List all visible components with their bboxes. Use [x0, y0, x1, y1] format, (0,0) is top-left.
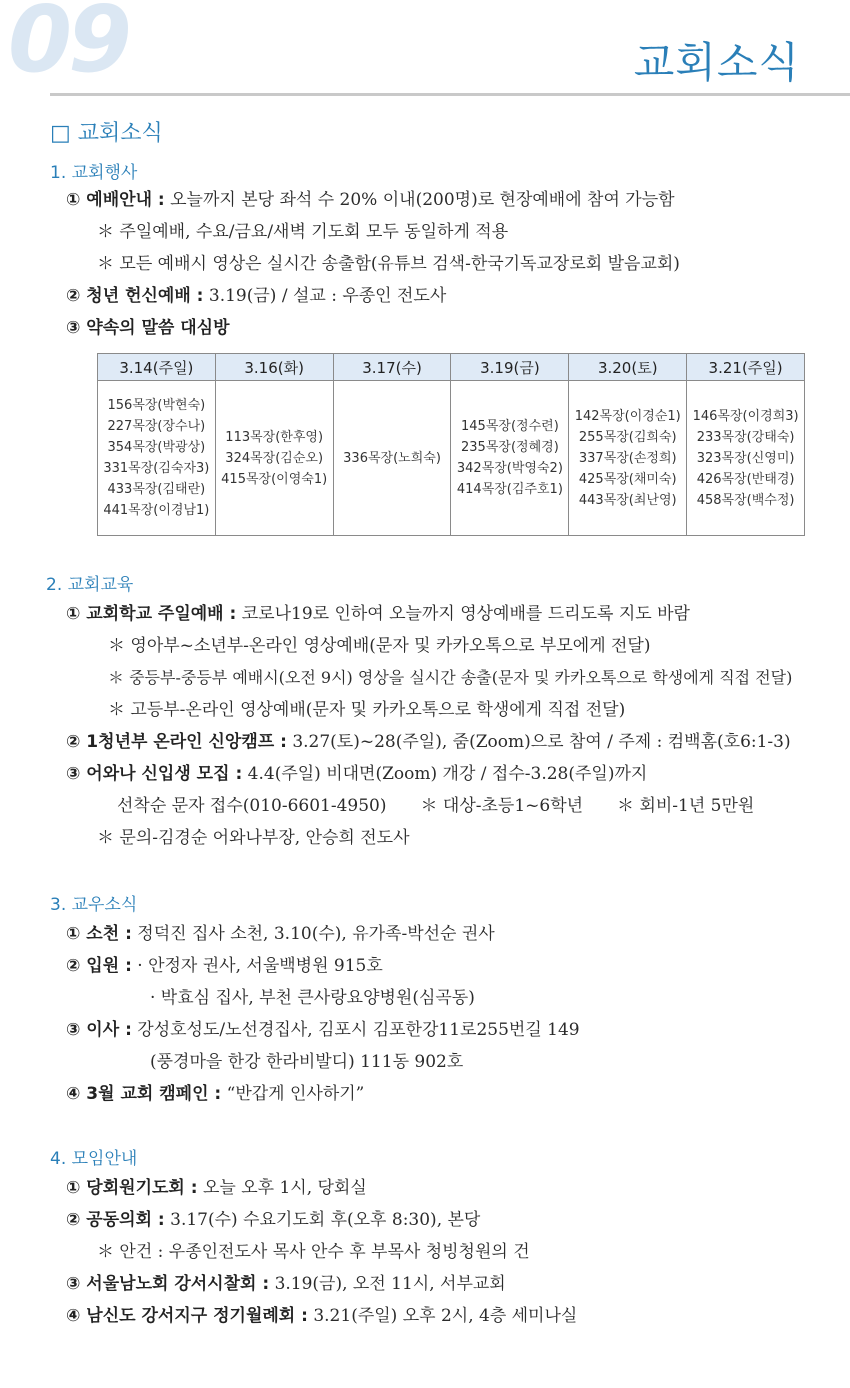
list-item: 342목장(박영숙2) — [456, 461, 563, 476]
men-monthly-meeting — [66, 1304, 577, 1328]
campaign-text: “반갑게 인사하기” — [221, 1084, 365, 1104]
list-item: 142목장(이경순1) — [574, 408, 681, 424]
education-note-1: ＊ 영아부~소년부-온라인 영상예배(문자 및 카카오톡으로 부모에게 전달) — [108, 636, 651, 656]
table-header: 3.14(주일) — [98, 354, 216, 381]
table-cell — [569, 381, 687, 536]
youth-worship — [66, 284, 446, 308]
session-prayer-label: ① 당회원기도회 : — [66, 1178, 198, 1198]
presbytery-meeting — [66, 1272, 506, 1296]
moving-news — [66, 1018, 580, 1042]
table-header: 3.20(토) — [569, 354, 687, 381]
list-item: 415목장(이영숙1) — [221, 471, 328, 487]
table-cell — [451, 381, 569, 536]
table-header: 3.16(화) — [215, 354, 333, 381]
table-row — [98, 381, 805, 536]
funeral-text: 정덕진 집사 소천, 3.10(수), 유가족-박선순 권사 — [131, 924, 495, 944]
hospital-news — [66, 954, 383, 978]
congregation-meeting — [66, 1208, 480, 1232]
page-number: 09 — [8, 0, 129, 93]
section-title: □ 교회소식 — [50, 121, 163, 146]
list-item: 233목장(강태숙) — [696, 429, 795, 445]
session-prayer — [66, 1176, 367, 1200]
list-item: 227목장(장수나) — [107, 419, 206, 434]
worship-info-label: ① 예배안내 : — [66, 190, 165, 210]
youth-worship-label: ② 청년 헌신예배 : — [66, 286, 204, 306]
campaign — [66, 1082, 364, 1106]
hospital-text: · 안정자 권사, 서울백병원 915호 — [131, 956, 383, 976]
sunday-school-label: ① 교회학교 주일예배 : — [66, 604, 237, 624]
page-title: 교회소식 — [633, 38, 800, 87]
education-note-2: ＊ 중등부-중등부 예배시(오전 9시) 영상을 실시간 송출(문자 및 카카오톡으로 학생에게 직접 전달) — [108, 668, 793, 687]
table-header: 3.21(주일) — [687, 354, 805, 381]
agenda-note: ＊ 안건 : 우종인전도사 목사 안수 후 부목사 청빙청원의 건 — [97, 1242, 530, 1262]
visitation — [66, 316, 230, 340]
congregation-meeting-label: ② 공동의회 : — [66, 1210, 165, 1230]
presbytery-meeting-text: 3.19(금), 오전 11시, 서부교회 — [269, 1274, 506, 1294]
list-item: 235목장(정혜경) — [461, 440, 559, 455]
list-item: 145목장(정수련) — [461, 419, 559, 434]
list-item: 156목장(박현숙) — [107, 398, 206, 413]
moving-line-2: (풍경마을 한강 한라비발디) 111동 902호 — [150, 1052, 464, 1072]
list-item: 433목장(김태란) — [107, 482, 206, 497]
table-header: 3.17(수) — [333, 354, 451, 381]
list-item: 426목장(반태경) — [696, 471, 795, 487]
worship-note-2: ＊ 모든 예배시 영상은 실시간 송출함(유튜브 검색-한국기독교장로회 발음교회) — [97, 254, 680, 274]
youth-camp-label: ② 1청년부 온라인 신앙캠프 : — [66, 732, 287, 752]
worship-info — [66, 188, 675, 212]
education-note-3: ＊ 고등부-온라인 영상예배(문자 및 카카오톡으로 학생에게 직접 전달) — [108, 700, 626, 720]
visitation-table — [97, 353, 805, 536]
awana-details: 선착순 문자 접수(010-6601-4950) ＊ 대상-초등1~6학년 ＊ 회비-1년 5만원 — [117, 796, 755, 816]
list-item: 443목장(최난영) — [578, 492, 677, 508]
list-item: 414목장(김주호1) — [456, 482, 563, 497]
sunday-school — [66, 602, 690, 626]
congregation-meeting-text: 3.17(수) 수요기도회 후(오후 8:30), 본당 — [164, 1210, 481, 1230]
campaign-label: ④ 3월 교회 캠페인 : — [66, 1084, 222, 1104]
men-monthly-meeting-label: ④ 남신도 강서지구 정기월례회 : — [66, 1306, 308, 1326]
awana-contact: ＊ 문의-김경순 어와나부장, 안승희 전도사 — [97, 828, 410, 848]
heading-church-events: 1. 교회행사 — [50, 163, 138, 183]
list-item: 425목장(채미숙) — [578, 471, 677, 487]
table-cell — [215, 381, 333, 536]
list-item: 146목장(이경희3) — [692, 408, 799, 424]
sunday-school-text: 코로나19로 인하여 오늘까지 영상예배를 드리도록 지도 바람 — [236, 604, 690, 624]
table-header: 3.19(금) — [451, 354, 569, 381]
hospital-label: ② 입원 : — [66, 956, 132, 976]
worship-info-text: 오늘까지 본당 좌석 수 20% 이내(200명)로 현장예배에 참여 가능함 — [164, 190, 675, 210]
funeral-news — [66, 922, 495, 946]
funeral-label: ① 소천 : — [66, 924, 132, 944]
hospital-line-2: · 박효심 집사, 부천 큰사랑요양병원(심곡동) — [150, 988, 475, 1008]
list-item: 441목장(이경남1) — [103, 503, 210, 518]
youth-worship-text: 3.19(금) / 설교 : 우종인 전도사 — [203, 286, 447, 306]
list-item: 337목장(손정희) — [578, 450, 677, 466]
men-monthly-meeting-text: 3.21(주일) 오후 2시, 4층 세미나실 — [307, 1306, 578, 1326]
heading-meetings: 4. 모임안내 — [50, 1149, 138, 1169]
list-item: 331목장(김숙자3) — [103, 461, 210, 476]
heading-member-news: 3. 교우소식 — [50, 895, 138, 915]
list-item: 113목장(한후영) — [225, 429, 324, 445]
worship-note-1: ＊ 주일예배, 수요/금요/새벽 기도회 모두 동일하게 적용 — [97, 222, 509, 242]
moving-label: ③ 이사 : — [66, 1020, 132, 1040]
table-header-row — [98, 354, 805, 381]
youth-camp-text: 3.27(토)~28(주일), 줌(Zoom)으로 참여 / 주제 : 컴백홈(호6:1-3) — [286, 732, 791, 752]
youth-camp — [66, 730, 791, 754]
list-item: 336목장(노희숙) — [343, 450, 441, 466]
awana-recruit — [66, 762, 647, 786]
list-item: 323목장(신영미) — [696, 450, 795, 466]
presbytery-meeting-label: ③ 서울남노회 강서시찰회 : — [66, 1274, 270, 1294]
awana-recruit-label: ③ 어와나 신입생 모집 : — [66, 764, 243, 784]
list-item: 324목장(김순오) — [225, 450, 324, 466]
table-cell — [687, 381, 805, 536]
list-item: 354목장(박광상) — [107, 440, 206, 455]
moving-text: 강성호성도/노선경집사, 김포시 김포한강11로255번길 149 — [131, 1020, 580, 1040]
list-item: 458목장(백수정) — [696, 492, 795, 508]
session-prayer-text: 오늘 오후 1시, 당회실 — [197, 1178, 367, 1198]
table-cell — [98, 381, 216, 536]
list-item: 255목장(김희숙) — [578, 429, 677, 445]
visitation-label: ③ 약속의 말씀 대심방 — [66, 318, 230, 338]
header-divider — [50, 93, 850, 96]
heading-church-education: 2. 교회교육 — [46, 575, 134, 595]
table-cell — [333, 381, 451, 536]
awana-recruit-text: 4.4(주일) 비대면(Zoom) 개강 / 접수-3.28(주일)까지 — [242, 764, 648, 784]
